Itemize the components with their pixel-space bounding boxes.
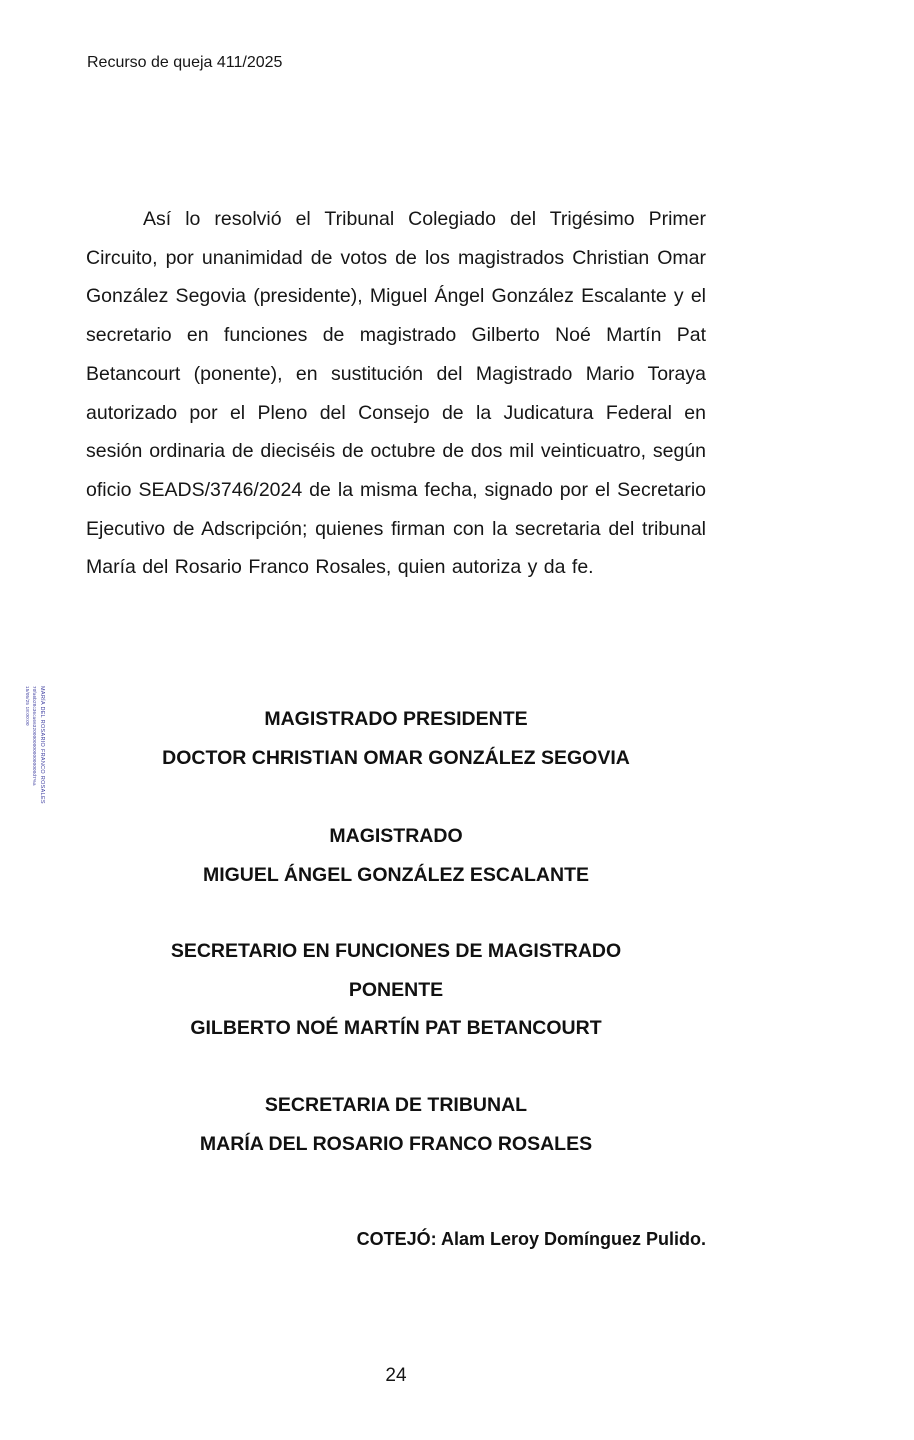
signature-name: DOCTOR CHRISTIAN OMAR GONZÁLEZ SEGOVIA xyxy=(162,746,630,769)
signature-name: GILBERTO NOÉ MARTÍN PAT BETANCOURT xyxy=(190,1017,602,1040)
digital-signature-stamp xyxy=(24,686,46,851)
signature-role-line2: PONENTE xyxy=(348,978,444,1001)
signature-role: MAGISTRADO xyxy=(329,825,463,847)
signature-role: SECRETARIA DE TRIBUNAL xyxy=(264,1094,528,1116)
signature-role: MAGISTRADO PRESIDENTE xyxy=(264,708,528,730)
stamp-timestamp: 15/05/25 18:00:00 xyxy=(25,686,30,726)
cotejo-line: COTEJÓ: Alam Leroy Domínguez Pulido. xyxy=(356,1229,706,1249)
stamp-serial-number: 70fa6b28c36ca66320000000000000000d7%a xyxy=(32,686,37,786)
signature-role: SECRETARIO EN FUNCIONES DE MAGISTRADO xyxy=(170,940,622,962)
signature-block-secretario-en-funciones xyxy=(86,932,706,1048)
signature-block-secretaria-tribunal xyxy=(86,1086,706,1163)
page-number: 24 xyxy=(385,1365,407,1386)
signature-name: MIGUEL ÁNGEL GONZÁLEZ ESCALANTE xyxy=(202,863,590,886)
signature-name: MARÍA DEL ROSARIO FRANCO ROSALES xyxy=(199,1132,593,1155)
signature-block-magistrado-presidente xyxy=(86,700,706,777)
case-reference: Recurso de queja 411/2025 xyxy=(87,54,283,71)
resolution-paragraph: Así lo resolvió el Tribunal Colegiado del Trigésimo Primer Circuito, por unanimidad de votos de los magistrados Christian Omar González Segovia (presidente), Miguel Ángel González Escalante y el secretario en funciones de magistrado Gilberto Noé Martín Pat Betancourt (ponente), en sustitución del Magistrado Mario Toraya autorizado por el Pleno del Consejo de la Judicatura Federal en sesión ordinaria de dieciséis de octubre de dos mil veinticuatro, según oficio SEADS/3746/2024 de la misma fecha, signado por el Secretario Ejecutivo de Adscripción; quienes firman con la secretaria del tribunal María del Rosario Franco Rosales, quien autoriza y da fe. xyxy=(86,208,706,579)
stamp-signer-name: MARÍA DEL ROSARIO FRANCO ROSALES xyxy=(39,686,45,804)
signature-block-magistrado xyxy=(86,817,706,894)
